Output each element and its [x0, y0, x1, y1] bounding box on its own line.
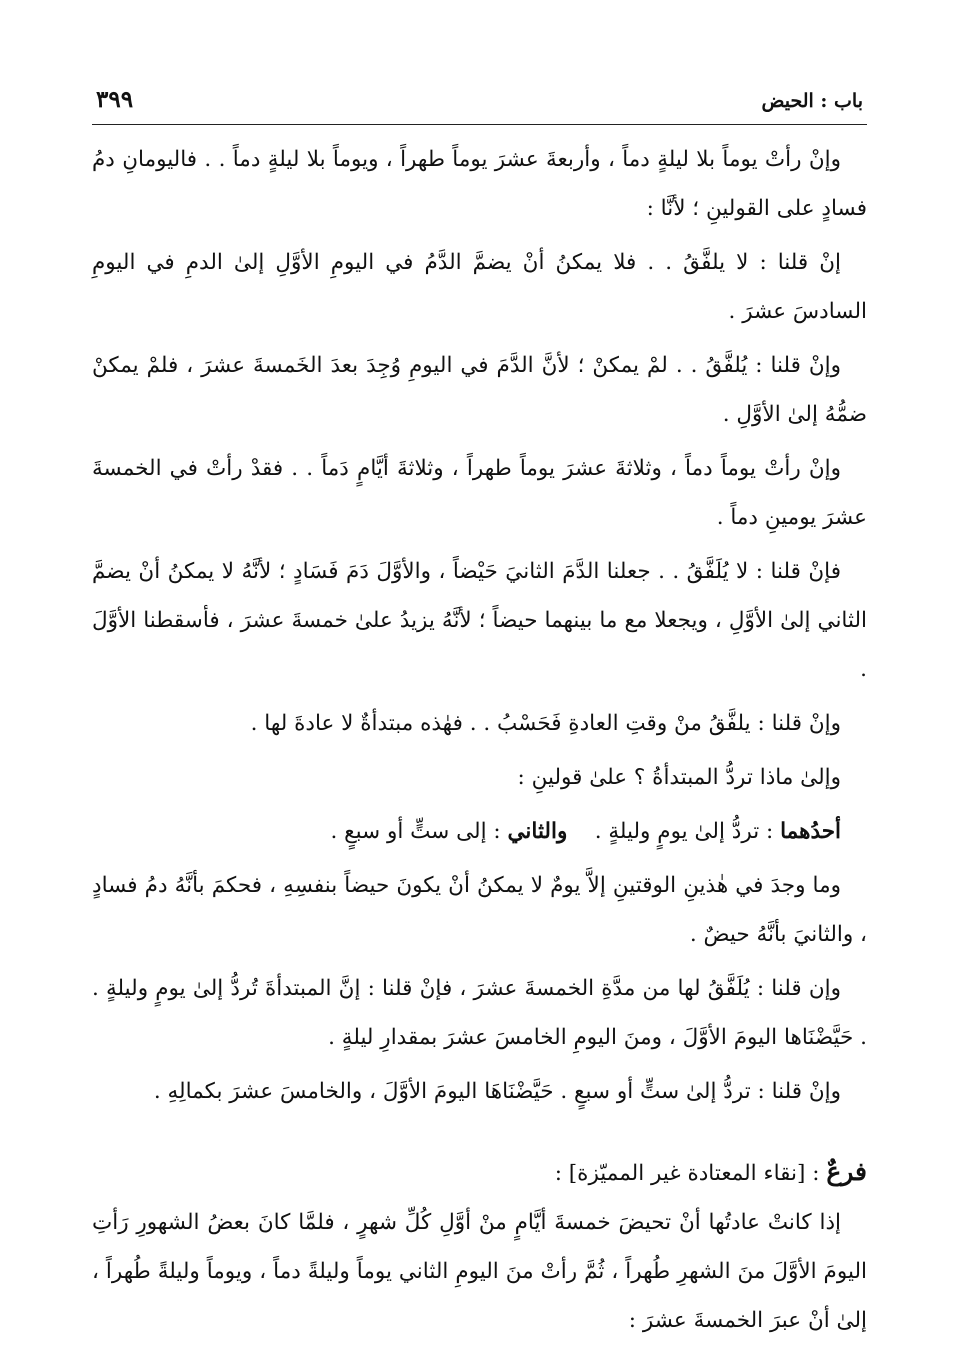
page-number: ٣٩٩ [96, 86, 134, 113]
paragraph-6: وإنْ قلنا : يلفَّقُ منْ وقتِ العادةِ فَحَسْبُ . . فهٰذه مبتدأةٌ لا عادةَ لها . [250, 711, 841, 736]
paragraph-1: وإنْ رأتْ يوماً بلا ليلةٍ دماً ، وأربعةَ عشرَ يوماً طهراً ، ويوماً بلا ليلةٍ دماً . . فاليومانِ دمُ فسادٍ على القولينِ ؛ لأنَّا : [92, 147, 867, 221]
branch-paragraph: إذا كانتْ عادتُها أنْ تحيضَ خمسةَ أيَّامٍ منْ أوَّلِ كُلِّ شهرٍ ، فلمَّا كانَ بعضُ الشهورِ رَأتِ اليومَ الأوَّلَ منَ الشهرِ طُهراً ، ثُمَّ رأتْ منَ اليومِ الثاني يوماً وليلةً دماً ، ويوماً وليلةً طُهراً ، إلىٰ أنْ عبرَ الخمسةَ عشرَ : [92, 1210, 867, 1333]
paragraph-8: وما وجدَ في هٰذينِ الوقتينِ إلاَّ يومٌ لا يمكنُ أنْ يكونَ حيضاً بنفسِهِ ، فحكمَ بأنَّهُ دمُ فسادٍ ، والثانيَ بأنَّهُ حيضٌ . [92, 873, 867, 947]
opinions-line [92, 807, 867, 856]
branch-heading [92, 1147, 867, 1198]
paragraph-5: فإنْ قلنا : لا يُلَفَّقُ . . جعلنا الدَّمَ الثانيَ حَيْضاً ، والأوَّلَ دَمَ فَسَادٍ ؛ لأنَّهُ لا يمكنُ أنْ يضمَّ الثاني إلىٰ الأوَّلِ ، ويجعلا مع ما بينهما حيضاً ؛ لأنَّهُ يزيدُ علىٰ خمسةَ عشرَ ، فأسقطنا الأوَّلَ . [92, 559, 867, 682]
paragraph-7: وإلىٰ ماذا تردُّ المبتدأةُ ؟ علىٰ قولينِ : [517, 765, 841, 790]
paragraph-10: وإنْ قلنا : تردُّ إلىٰ ستٍّ أو سبعٍ . حَيَّضْنَاهَا اليومَ الأوَّلَ ، والخامسَ عشرَ بكمالِهِ . [153, 1079, 841, 1104]
chapter-title: باب : الحيض [761, 90, 863, 112]
paragraph-4: وإنْ رأتْ يوماً دماً ، وثلاثةَ عشرَ يوماً طهراً ، وثلاثةَ أيَّامٍ دَماً . . فقدْ رأتْ في الخمسةَ عشرَ يومينِ دماً . [92, 456, 867, 530]
branch-title: : [نقاء المعتادة غير المميّزة] : [554, 1161, 820, 1186]
branch-label: فرعٌ [826, 1157, 867, 1186]
page-body [92, 135, 867, 1345]
first-opinion-text: : تردُّ إلىٰ يومٍ وليلةٍ . [594, 819, 774, 844]
paragraph-9: وإن قلنا : يُلَفَّقُ لها من مدَّةِ الخمسةَ عشرَ ، فإنْ قلنا : إنَّ المبتدأةَ تُردُّ إلىٰ يومٍ وليلةٍ . . حَيَّضْنَاها اليومَ الأوَّلَ ، ومنَ اليومِ الخامسَ عشرَ بمقدارِ ليلةٍ . [92, 976, 867, 1050]
paragraph-3: وإنْ قلنا : يُلفَّقُ . . لمْ يمكنْ ؛ لأنَّ الدَّمَ في اليومِ وُجِدَ بعدَ الخَمسةَ عشرَ ، فلمْ يمكنْ ضمُّهُ إلىٰ الأوَّلِ . [92, 353, 867, 427]
page-header [92, 86, 867, 125]
paragraph-2: إنْ قلنا : لا يلفَّقُ . . فلا يمكنُ أنْ يضمَّ الدَّمُ في اليومِ الأوَّلِ إلىٰ الدمِ في اليومِ السادسَ عشرَ . [92, 250, 867, 324]
second-opinion-text: : إلى ستٍّ أو سبعٍ . [330, 819, 501, 844]
second-opinion-label: والثاني [507, 819, 568, 844]
first-opinion-label: أحدُهما [780, 819, 841, 844]
section-gap [92, 1121, 867, 1147]
